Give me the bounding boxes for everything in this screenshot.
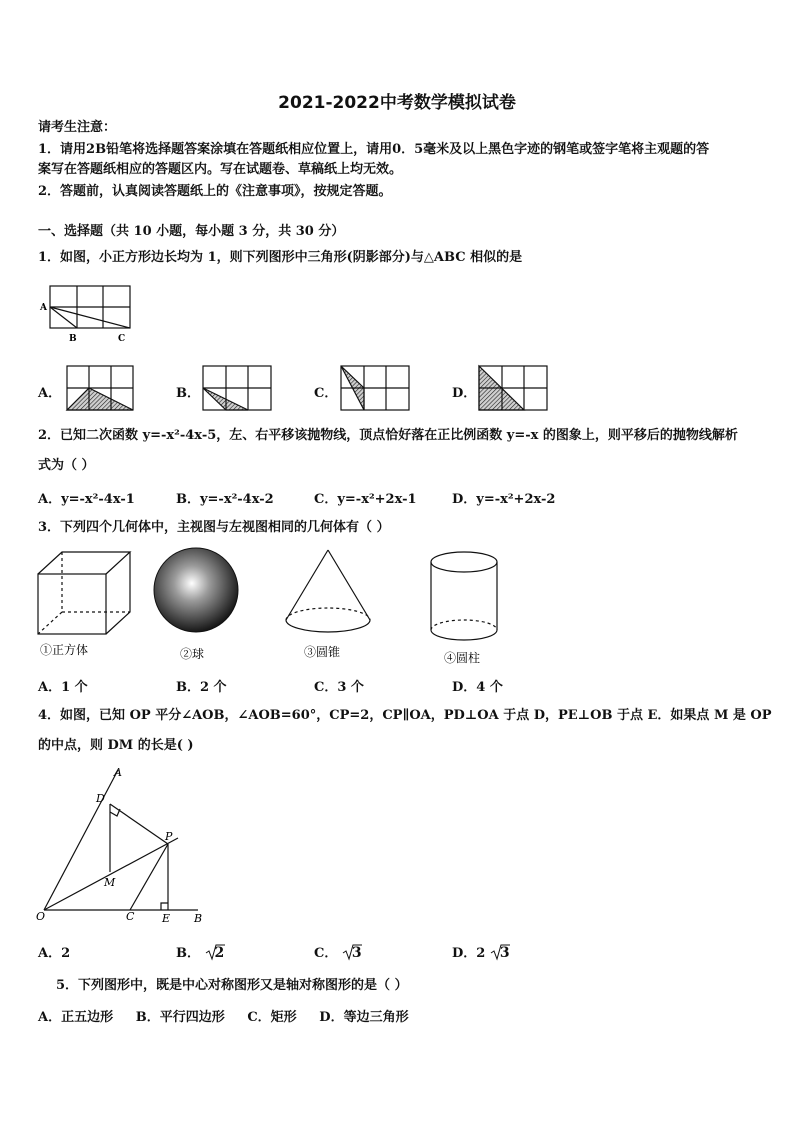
q2-line2: 式为（ ） xyxy=(38,458,95,473)
notice-heading: 请考生注意： xyxy=(38,120,117,135)
q3-option-d: D．4 个 xyxy=(452,680,503,695)
q5-options: A．正五边形 B．平行四边形 C．矩形 D．等边三角形 xyxy=(38,1010,409,1025)
q4-line1: 4．如图，已知 OP 平分∠AOB，∠AOB=60°，CP=2，CP∥OA，PD⊥OA 于点 D，PE⊥OB 于点 E．如果点 M 是 OP xyxy=(38,708,772,723)
q3-option-b: B．2 个 xyxy=(176,680,227,695)
sphere-label: ②球 xyxy=(180,647,205,661)
notice-item1-line1: 1．请用2B铅笔将选择题答案涂填在答题纸相应位置上，请用0．5毫米及以上黑色字迹的钢笔或签字笔将主观题的答 xyxy=(38,142,710,157)
page-title: 2021-2022中考数学模拟试卷 xyxy=(278,93,516,113)
cone-label: ③圆锥 xyxy=(304,645,341,659)
q4-line2: 的中点，则 DM 的长是( ) xyxy=(38,738,194,753)
cube-figure xyxy=(34,546,138,664)
q1-text: 1．如图，小正方形边长均为 1，则下列图形中三角形(阴影部分)与△ABC 相似的是 xyxy=(38,250,523,265)
cylinder-label: ④圆柱 xyxy=(444,651,481,665)
q1-option-c-figure xyxy=(338,362,412,414)
section-heading: 一、选择题（共 10 小题，每小题 3 分，共 30 分） xyxy=(38,224,345,239)
point-c: C xyxy=(126,910,135,923)
point-p: P xyxy=(165,830,173,843)
q2-option-d: D．y=-x²+2x-2 xyxy=(452,492,556,507)
q4-option-d xyxy=(452,942,510,961)
q4-option-c xyxy=(314,942,362,961)
q4-geometry-figure xyxy=(34,762,210,928)
q5-text: 5．下列图形中，既是中心对称图形又是轴对称图形的是（ ） xyxy=(56,978,408,993)
q4-option-c-radicand: 3 xyxy=(351,945,362,961)
q4-option-d-radicand: 3 xyxy=(499,945,510,961)
q1-option-d-figure xyxy=(476,362,550,414)
point-b-label: B xyxy=(69,334,77,344)
point-o: O xyxy=(36,910,46,923)
q4-option-d-label: D．2 xyxy=(452,946,486,961)
q1-option-b-label: B． xyxy=(176,386,200,401)
q4-option-a: A．2 xyxy=(38,946,71,961)
q4-option-b xyxy=(176,942,224,961)
notice-item1-line2: 案写在答题纸相应的答题区内。写在试题卷、草稿纸上均无效。 xyxy=(38,162,403,177)
q4-option-b-label: B． xyxy=(176,946,200,961)
point-m: M xyxy=(104,876,116,889)
q4-option-b-radicand: 2 xyxy=(214,945,225,961)
q2-option-b: B．y=-x²-4x-2 xyxy=(176,492,274,507)
q3-option-c: C．3 个 xyxy=(314,680,364,695)
q3-text: 3．下列四个几何体中，主视图与左视图相同的几何体有（ ） xyxy=(38,520,390,535)
sphere-figure xyxy=(150,546,246,664)
q2-line1: 2．已知二次函数 y=-x²-4x-5，左、右平移该抛物线，顶点恰好落在正比例函数 y=-x 的图象上，则平移后的抛物线解析 xyxy=(38,428,738,443)
point-b: B xyxy=(194,912,203,925)
point-d: D xyxy=(96,792,105,805)
q2-option-a: A．y=-x²-4x-1 xyxy=(38,492,135,507)
q1-option-c-label: C． xyxy=(314,386,338,401)
point-e: E xyxy=(162,912,171,925)
cylinder-figure xyxy=(424,546,508,668)
q1-option-a-figure xyxy=(64,362,136,414)
q1-reference-figure xyxy=(36,280,136,346)
point-a: A xyxy=(114,766,122,779)
q2-option-c: C．y=-x²+2x-1 xyxy=(314,492,417,507)
cone-figure xyxy=(280,546,380,664)
point-a-label: A xyxy=(40,303,47,313)
q1-option-a-label: A． xyxy=(38,386,62,401)
point-c-label: C xyxy=(118,334,126,344)
q3-option-a: A．1 个 xyxy=(38,680,88,695)
q1-option-b-figure xyxy=(200,362,274,414)
notice-item2: 2．答题前，认真阅读答题纸上的《注意事项》，按规定答题。 xyxy=(38,184,392,199)
q1-option-d-label: D． xyxy=(452,386,477,401)
cube-label: ①正方体 xyxy=(40,643,89,657)
q4-option-c-label: C． xyxy=(314,946,338,961)
